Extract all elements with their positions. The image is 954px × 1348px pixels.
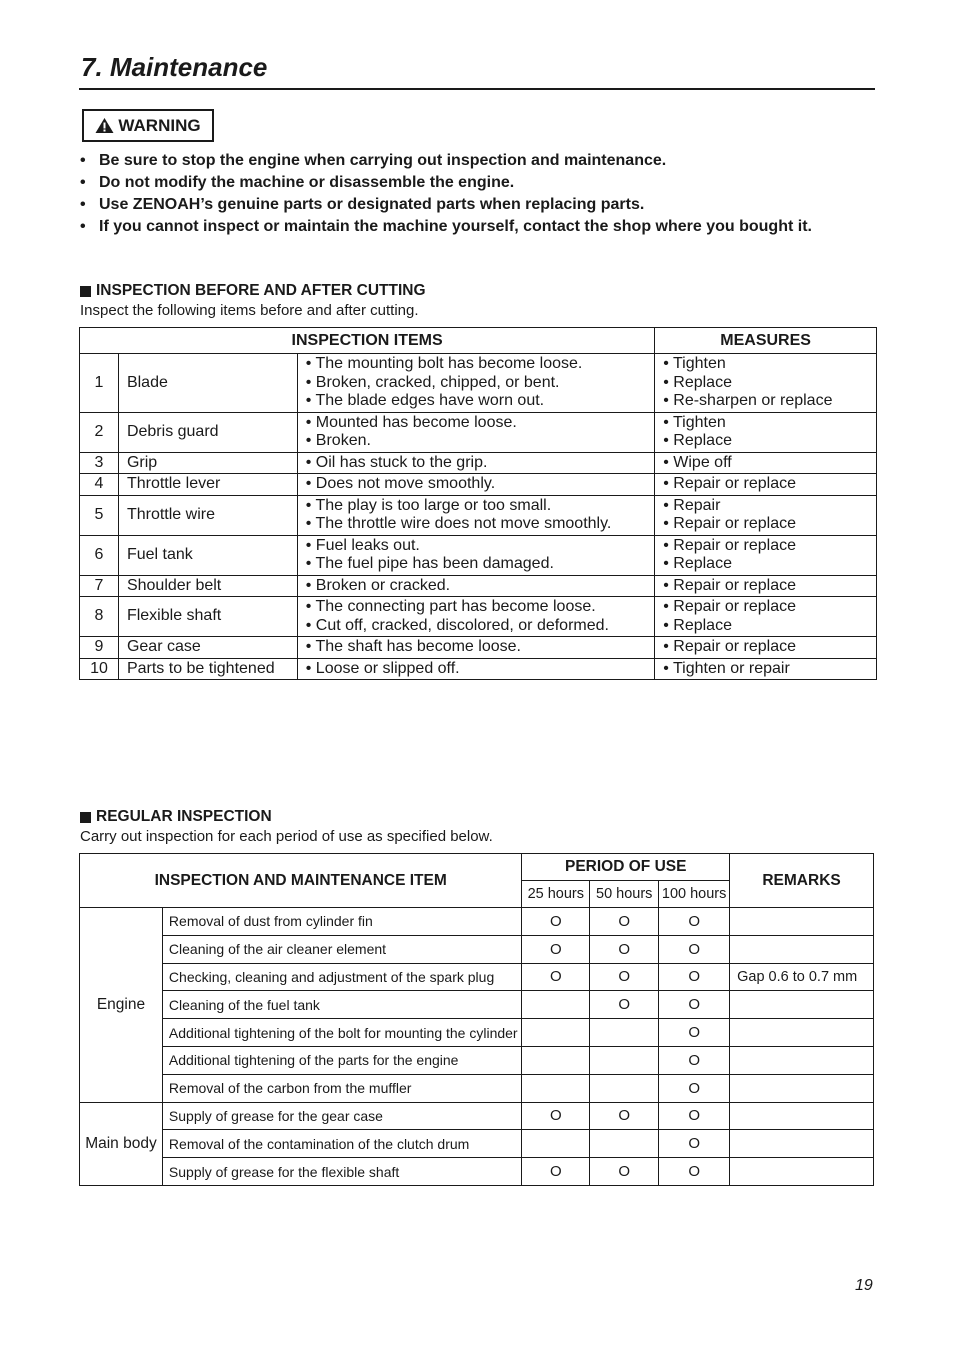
group-name: Engine bbox=[80, 908, 163, 1103]
measure-item: • Repair or replace bbox=[663, 536, 796, 554]
remarks: Gap 0.6 to 0.7 mm bbox=[730, 963, 874, 991]
period-mark: O bbox=[659, 1074, 730, 1102]
period-mark: O bbox=[590, 1158, 659, 1186]
remarks bbox=[730, 1130, 874, 1158]
check-items bbox=[306, 475, 654, 494]
period-mark bbox=[522, 1074, 590, 1102]
measure-list bbox=[655, 658, 877, 680]
warning-item: • Do not modify the machine or disassemble the engine. bbox=[80, 172, 812, 194]
period-mark bbox=[522, 1019, 590, 1047]
row-number: 10 bbox=[80, 658, 119, 680]
measure-item: • Repair or replace bbox=[663, 475, 796, 492]
check-item: • Broken. bbox=[305, 432, 371, 449]
table-row bbox=[80, 354, 877, 413]
warning-list bbox=[80, 150, 812, 238]
maintenance-item: Cleaning of the air cleaner element bbox=[162, 935, 521, 963]
remarks bbox=[730, 1046, 874, 1074]
check-item: • The connecting part has become loose. bbox=[305, 598, 596, 615]
period-mark: O bbox=[659, 963, 730, 991]
remarks bbox=[730, 935, 874, 963]
part-name: Throttle lever bbox=[118, 474, 297, 496]
check-item: • Does not move smoothly. bbox=[305, 475, 496, 492]
row-number: 5 bbox=[80, 495, 119, 535]
row-number: 6 bbox=[80, 535, 119, 575]
check-item: • Loose or slipped off. bbox=[305, 659, 460, 677]
check-item: • The play is too large or too small. bbox=[305, 496, 552, 514]
maintenance-item: Supply of grease for the gear case bbox=[162, 1102, 521, 1130]
measure-items bbox=[663, 355, 876, 411]
measure-item: • Repair bbox=[663, 496, 721, 514]
measure-item: • Wipe off bbox=[663, 453, 732, 471]
period-mark: O bbox=[522, 1102, 590, 1130]
col-header-remarks: REMARKS bbox=[730, 854, 874, 908]
measure-items bbox=[663, 497, 876, 534]
table-row bbox=[80, 597, 877, 637]
period-mark: O bbox=[590, 1102, 659, 1130]
period-mark: O bbox=[522, 963, 590, 991]
table-header-row bbox=[80, 328, 877, 354]
period-mark bbox=[522, 991, 590, 1019]
period-mark bbox=[590, 1074, 659, 1102]
check-list bbox=[297, 452, 654, 474]
table-row bbox=[80, 637, 877, 659]
check-list bbox=[297, 495, 654, 535]
warning-item: • Be sure to stop the engine when carrying out inspection and maintenance. bbox=[80, 150, 812, 172]
row-number: 3 bbox=[80, 452, 119, 474]
warning-item: • If you cannot inspect or maintain the machine yourself, contact the shop where you bought it. bbox=[80, 216, 812, 238]
check-list bbox=[297, 575, 654, 597]
measure-list bbox=[655, 495, 877, 535]
period-100h: 100 hours bbox=[659, 881, 730, 908]
measure-items bbox=[663, 660, 876, 679]
remarks bbox=[730, 908, 874, 936]
square-bullet-icon bbox=[80, 286, 91, 297]
check-items bbox=[306, 598, 654, 635]
maintenance-item: Removal of the contamination of the clutch drum bbox=[162, 1130, 521, 1158]
table-row bbox=[80, 1019, 874, 1047]
measure-items bbox=[663, 454, 876, 473]
check-item: • The fuel pipe has been damaged. bbox=[305, 555, 554, 572]
check-list bbox=[297, 354, 654, 413]
bullet: • bbox=[80, 174, 86, 191]
maintenance-item: Additional tightening of the bolt for mounting the cylinder bbox=[162, 1019, 521, 1047]
check-item: • Cut off, cracked, discolored, or deformed. bbox=[305, 616, 609, 634]
regular-subtitle: Carry out inspection for each period of use as specified below. bbox=[80, 828, 493, 845]
measure-items bbox=[663, 475, 876, 494]
period-mark bbox=[590, 1130, 659, 1158]
check-item: • The mounting bolt has become loose. bbox=[305, 355, 583, 372]
remarks bbox=[730, 1102, 874, 1130]
table-row bbox=[80, 908, 874, 936]
part-name: Debris guard bbox=[118, 412, 297, 452]
part-name: Blade bbox=[118, 354, 297, 413]
maintenance-item: Supply of grease for the flexible shaft bbox=[162, 1158, 521, 1186]
period-mark: O bbox=[659, 991, 730, 1019]
part-name: Parts to be tightened bbox=[118, 658, 297, 680]
period-mark: O bbox=[522, 908, 590, 936]
table-row bbox=[80, 658, 877, 680]
measure-item: • Replace bbox=[663, 616, 732, 634]
col-header-period: PERIOD OF USE bbox=[522, 854, 730, 881]
period-mark bbox=[590, 1046, 659, 1074]
check-list bbox=[297, 637, 654, 659]
inspection-table bbox=[79, 327, 877, 680]
measure-list bbox=[655, 354, 877, 413]
row-number: 7 bbox=[80, 575, 119, 597]
measure-item: • Tighten bbox=[663, 355, 726, 372]
title-divider bbox=[79, 88, 875, 90]
measure-list bbox=[655, 535, 877, 575]
measure-item: • Repair or replace bbox=[663, 638, 796, 655]
period-50h: 50 hours bbox=[590, 881, 659, 908]
table-row bbox=[80, 1046, 874, 1074]
remarks bbox=[730, 1074, 874, 1102]
regular-inspection-table bbox=[79, 853, 874, 1186]
period-mark: O bbox=[659, 1046, 730, 1074]
measure-list bbox=[655, 575, 877, 597]
check-items bbox=[306, 355, 654, 411]
warning-triangle-icon bbox=[95, 117, 114, 134]
measure-list bbox=[655, 637, 877, 659]
inspection-subtitle: Inspect the following items before and after cutting. bbox=[80, 302, 419, 319]
check-items bbox=[306, 577, 654, 596]
part-name: Grip bbox=[118, 452, 297, 474]
table-row bbox=[80, 535, 877, 575]
measure-list bbox=[655, 597, 877, 637]
maintenance-item: Removal of dust from cylinder fin bbox=[162, 908, 521, 936]
check-item: • Fuel leaks out. bbox=[305, 536, 420, 554]
row-number: 1 bbox=[80, 354, 119, 413]
check-items bbox=[306, 660, 654, 679]
measure-item: • Repair or replace bbox=[663, 598, 796, 615]
measure-items bbox=[663, 638, 876, 657]
warning-label: WARNING bbox=[118, 115, 201, 135]
part-name: Flexible shaft bbox=[118, 597, 297, 637]
row-number: 9 bbox=[80, 637, 119, 659]
page-title: 7. Maintenance bbox=[81, 52, 268, 82]
measure-item: • Repair or replace bbox=[663, 515, 796, 532]
square-bullet-icon bbox=[80, 812, 91, 823]
warning-label-box bbox=[82, 109, 214, 142]
table-row bbox=[80, 1158, 874, 1186]
check-items bbox=[306, 537, 654, 574]
period-mark: O bbox=[590, 963, 659, 991]
row-number: 8 bbox=[80, 597, 119, 637]
check-list bbox=[297, 474, 654, 496]
warning-item: • Use ZENOAH’s genuine parts or designated parts when replacing parts. bbox=[80, 194, 812, 216]
check-list bbox=[297, 658, 654, 680]
maintenance-item: Removal of the carbon from the muffler bbox=[162, 1074, 521, 1102]
row-number: 2 bbox=[80, 412, 119, 452]
measure-items bbox=[663, 414, 876, 451]
check-item: • The blade edges have worn out. bbox=[305, 392, 545, 409]
table-row bbox=[80, 963, 874, 991]
measure-item: • Tighten or repair bbox=[663, 659, 790, 677]
maintenance-item: Cleaning of the fuel tank bbox=[162, 991, 521, 1019]
measure-items bbox=[663, 537, 876, 574]
check-item: • Oil has stuck to the grip. bbox=[305, 453, 488, 471]
table-row bbox=[80, 991, 874, 1019]
part-name: Gear case bbox=[118, 637, 297, 659]
check-item: • Mounted has become loose. bbox=[305, 413, 517, 431]
remarks bbox=[730, 1019, 874, 1047]
check-items bbox=[306, 454, 654, 473]
row-number: 4 bbox=[80, 474, 119, 496]
remarks bbox=[730, 1158, 874, 1186]
table-row bbox=[80, 1102, 874, 1130]
col-header-item: INSPECTION AND MAINTENANCE ITEM bbox=[80, 854, 522, 908]
maintenance-item: Additional tightening of the parts for the engine bbox=[162, 1046, 521, 1074]
period-mark: O bbox=[659, 1019, 730, 1047]
check-list bbox=[297, 412, 654, 452]
page-number: 19 bbox=[855, 1277, 873, 1294]
table-row bbox=[80, 495, 877, 535]
period-mark: O bbox=[659, 908, 730, 936]
check-list bbox=[297, 597, 654, 637]
check-item: • The throttle wire does not move smoothly. bbox=[305, 515, 612, 532]
check-items bbox=[306, 497, 654, 534]
measure-item: • Tighten bbox=[663, 413, 726, 431]
period-mark bbox=[522, 1130, 590, 1158]
measure-list bbox=[655, 474, 877, 496]
measure-list bbox=[655, 412, 877, 452]
bullet: • bbox=[80, 196, 86, 213]
regular-heading: REGULAR INSPECTION bbox=[80, 808, 272, 826]
check-list bbox=[297, 535, 654, 575]
table-row bbox=[80, 1074, 874, 1102]
period-mark: O bbox=[659, 1102, 730, 1130]
period-mark: O bbox=[590, 908, 659, 936]
group-name: Main body bbox=[80, 1102, 163, 1185]
check-item: • The shaft has become loose. bbox=[305, 638, 521, 655]
period-mark: O bbox=[659, 1130, 730, 1158]
remarks bbox=[730, 991, 874, 1019]
table-header-row bbox=[80, 854, 874, 881]
check-items bbox=[306, 414, 654, 451]
table-row bbox=[80, 1130, 874, 1158]
check-item: • Broken or cracked. bbox=[305, 576, 451, 594]
period-25h: 25 hours bbox=[522, 881, 590, 908]
period-mark: O bbox=[659, 1158, 730, 1186]
table-row bbox=[80, 935, 874, 963]
period-mark bbox=[590, 1019, 659, 1047]
measure-items bbox=[663, 598, 876, 635]
part-name: Throttle wire bbox=[118, 495, 297, 535]
measure-item: • Repair or replace bbox=[663, 576, 796, 594]
measure-item: • Replace bbox=[663, 555, 732, 572]
part-name: Fuel tank bbox=[118, 535, 297, 575]
check-item: • Broken, cracked, chipped, or bent. bbox=[305, 373, 560, 391]
period-mark: O bbox=[522, 1158, 590, 1186]
table-row bbox=[80, 412, 877, 452]
col-header-items: INSPECTION ITEMS bbox=[80, 328, 655, 354]
table-row bbox=[80, 474, 877, 496]
bullet: • bbox=[80, 218, 86, 235]
measure-items bbox=[663, 577, 876, 596]
measure-item: • Replace bbox=[663, 373, 732, 391]
col-header-measures: MEASURES bbox=[655, 328, 877, 354]
table-row bbox=[80, 452, 877, 474]
period-mark: O bbox=[522, 935, 590, 963]
inspection-heading: INSPECTION BEFORE AND AFTER CUTTING bbox=[80, 282, 426, 300]
period-mark bbox=[522, 1046, 590, 1074]
bullet: • bbox=[80, 152, 86, 169]
measure-list bbox=[655, 452, 877, 474]
check-items bbox=[306, 638, 654, 657]
period-mark: O bbox=[659, 935, 730, 963]
maintenance-item: Checking, cleaning and adjustment of the spark plug bbox=[162, 963, 521, 991]
measure-item: • Replace bbox=[663, 432, 732, 449]
period-mark: O bbox=[590, 935, 659, 963]
period-mark: O bbox=[590, 991, 659, 1019]
measure-item: • Re-sharpen or replace bbox=[663, 392, 833, 409]
table-row bbox=[80, 575, 877, 597]
part-name: Shoulder belt bbox=[118, 575, 297, 597]
